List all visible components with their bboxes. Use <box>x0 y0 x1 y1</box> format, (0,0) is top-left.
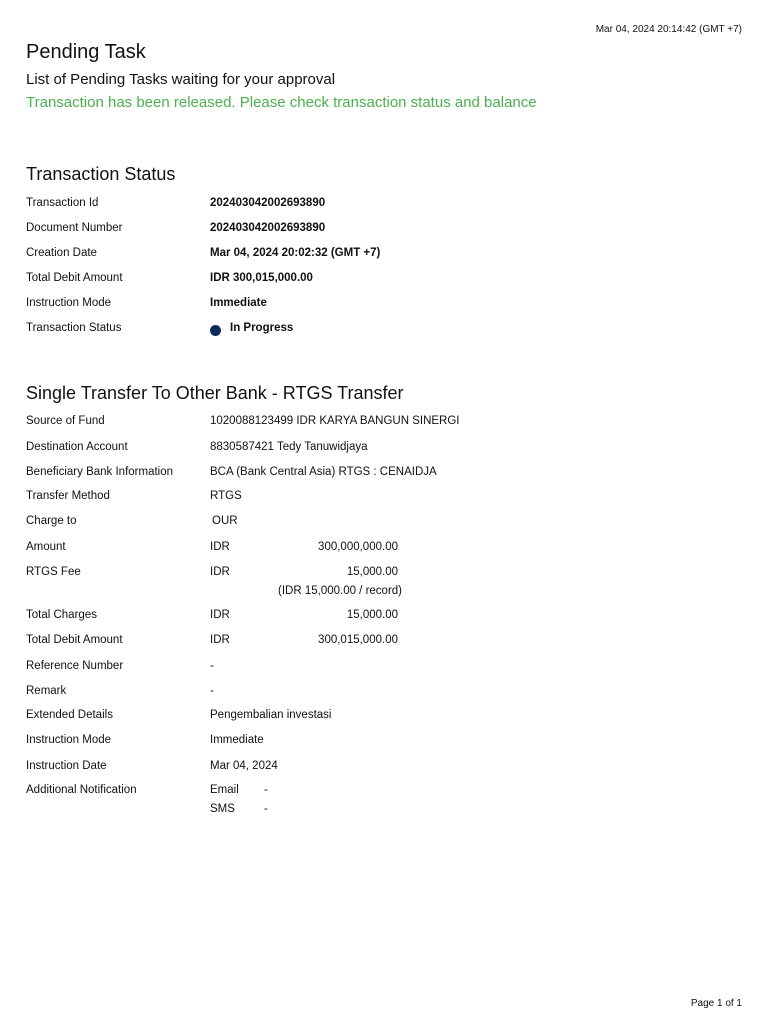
detail-label: Creation Date <box>26 247 97 259</box>
amount-value: 300,000,000.00 <box>318 541 398 553</box>
instruction-date-value: Mar 04, 2024 <box>210 760 278 772</box>
detail-label: Destination Account <box>26 441 128 453</box>
creation-date-value: Mar 04, 2024 20:02:32 (GMT +7) <box>210 247 381 259</box>
detail-label: Transfer Method <box>26 490 110 502</box>
detail-row <box>26 803 742 819</box>
detail-label: RTGS Fee <box>26 566 81 578</box>
transaction-status-title: Transaction Status <box>26 164 176 184</box>
source-of-fund-value: 1020088123499 IDR KARYA BANGUN SINERGI <box>210 415 460 427</box>
instruction-mode-value: Immediate <box>210 297 267 309</box>
detail-label: Remark <box>26 685 67 697</box>
page-title: Pending Task <box>26 41 146 63</box>
total-charges-value: 15,000.00 <box>346 609 398 621</box>
timestamp: Mar 04, 2024 20:14:42 (GMT +7) <box>595 24 742 35</box>
detail-row <box>26 634 742 650</box>
detail-row <box>26 272 742 288</box>
detail-row <box>26 685 742 701</box>
transfer-title: Single Transfer To Other Bank - RTGS Transfer <box>26 383 404 403</box>
detail-row <box>26 515 742 531</box>
extended-details-value: Pengembalian investasi <box>210 709 332 721</box>
detail-row <box>26 415 742 431</box>
detail-row <box>26 222 742 238</box>
detail-label: Transaction Id <box>26 197 99 209</box>
sms-label: SMS <box>210 803 235 815</box>
detail-row <box>26 760 742 776</box>
beneficiary-bank-value: BCA (Bank Central Asia) RTGS : CENAIDJA <box>210 466 437 478</box>
detail-row <box>26 490 742 506</box>
email-value: - <box>264 784 268 796</box>
total-debit-value: IDR 300,015,000.00 <box>210 272 313 284</box>
currency-code: IDR <box>210 634 230 646</box>
currency-code: IDR <box>210 609 230 621</box>
destination-account-value: 8830587421 Tedy Tanuwidjaya <box>210 441 368 453</box>
fee-note: (IDR 15,000.00 / record) <box>278 585 403 597</box>
rtgs-fee-value: 15,000.00 <box>346 566 398 578</box>
detail-row <box>26 322 742 338</box>
detail-row <box>26 541 742 557</box>
sms-value: - <box>264 803 268 815</box>
detail-row <box>26 709 742 725</box>
instruction-mode-value: Immediate <box>210 734 264 746</box>
detail-label: Instruction Mode <box>26 734 112 746</box>
status-dot-icon <box>210 325 221 336</box>
remark-value: - <box>210 685 214 697</box>
status-value: In Progress <box>230 322 294 334</box>
detail-row <box>26 566 742 597</box>
detail-label: Total Debit Amount <box>26 272 123 284</box>
detail-label: Total Debit Amount <box>26 634 123 646</box>
detail-label: Transaction Status <box>26 322 122 334</box>
document-number-value: 202403042002693890 <box>210 222 326 234</box>
detail-label: Total Charges <box>26 609 97 621</box>
detail-row <box>26 784 742 800</box>
detail-label: Reference Number <box>26 660 124 672</box>
detail-row <box>26 660 742 676</box>
success-message: Transaction has been released. Please check transaction status and balance <box>26 94 537 111</box>
transfer-method-value: RTGS <box>210 490 242 502</box>
detail-row <box>26 466 742 482</box>
detail-label: Additional Notification <box>26 784 137 796</box>
page-subtitle: List of Pending Tasks waiting for your approval <box>26 71 336 88</box>
detail-label: Charge to <box>26 515 77 527</box>
detail-row <box>26 247 742 263</box>
detail-label: Extended Details <box>26 709 113 721</box>
total-debit-amount-value: 300,015,000.00 <box>318 634 398 646</box>
detail-label: Document Number <box>26 222 123 234</box>
detail-label: Instruction Mode <box>26 297 112 309</box>
detail-label: Instruction Date <box>26 760 107 772</box>
charge-to-value: OUR <box>212 515 238 527</box>
currency-code: IDR <box>210 566 230 578</box>
email-label: Email <box>210 784 239 796</box>
reference-number-value: - <box>210 660 214 672</box>
detail-row <box>26 197 742 213</box>
detail-row <box>26 297 742 313</box>
detail-label: Beneficiary Bank Information <box>26 466 174 478</box>
detail-label: Source of Fund <box>26 415 105 427</box>
transaction-id-value: 202403042002693890 <box>210 197 326 209</box>
detail-row <box>26 609 742 625</box>
detail-row <box>26 441 742 457</box>
currency-code: IDR <box>210 541 230 553</box>
detail-row <box>26 734 742 750</box>
page-number: Page 1 of 1 <box>690 998 742 1009</box>
detail-label: Amount <box>26 541 66 553</box>
